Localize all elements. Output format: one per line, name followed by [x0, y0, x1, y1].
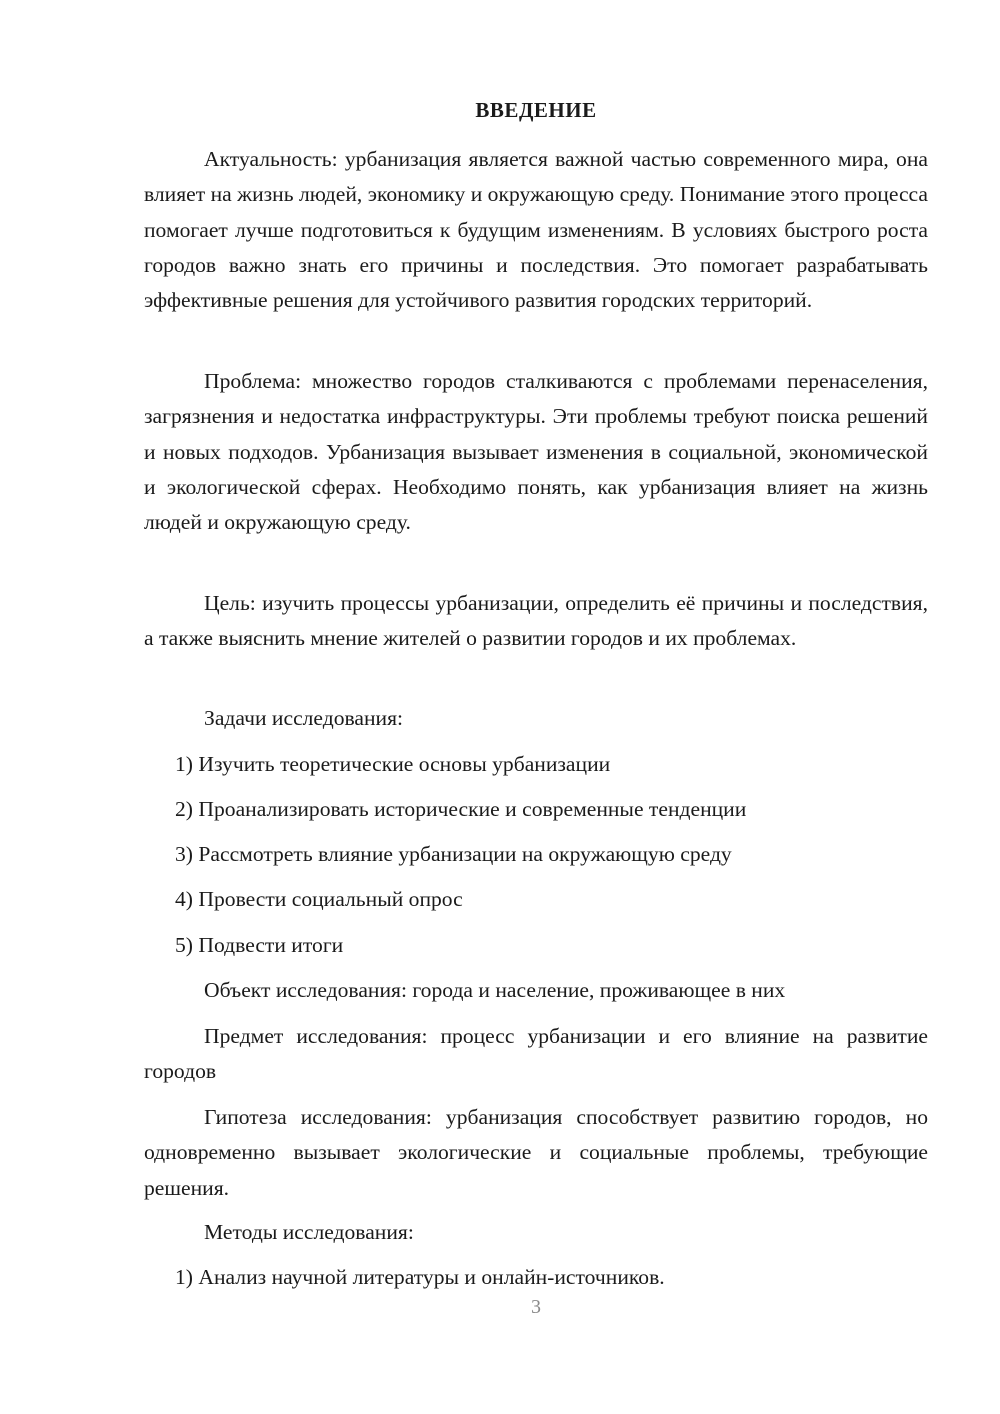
method-item: 1) Анализ научной литературы и онлайн-источников.	[175, 1265, 665, 1289]
task-item: 5) Подвести итоги	[175, 933, 344, 957]
task-item: 3) Рассмотреть влияние урбанизации на окружающую среду	[175, 842, 732, 866]
problem-paragraph: Проблема: множество городов сталкиваются с проблемами перенаселения, загрязнения и недостатка инфраструктуры. Эти проблемы требуют поиска решений и новых подходов. Урбанизация вызывает изменения в социальной, экономической и экологической сферах. Необходимо понять, как урбанизация влияет на жизнь людей и окружающую среду.	[144, 369, 928, 535]
relevance-paragraph: Актуальность: урбанизация является важной частью современного мира, она влияет на жизнь людей, экономику и окружающую среду. Понимание этого процесса помогает лучше подготовиться к будущим изменениям. В условиях быстрого роста городов важно знать его причины и последствия. Это помогает разрабатывать эффективные решения для устойчивого развития городских территорий.	[144, 147, 928, 313]
methods-heading: Методы исследования:	[204, 1220, 414, 1244]
task-item: 4) Провести социальный опрос	[175, 887, 463, 911]
task-item: 2) Проанализировать исторические и современные тенденции	[175, 797, 747, 821]
object-paragraph: Объект исследования: города и население, проживающее в них	[204, 978, 786, 1002]
subject-paragraph: Предмет исследования: процесс урбанизации и его влияние на развитие городов	[144, 1024, 928, 1084]
page-title: ВВЕДЕНИЕ	[475, 98, 597, 122]
page-number: 3	[531, 1296, 541, 1318]
goal-paragraph: Цель: изучить процессы урбанизации, определить её причины и последствия, а также выяснить мнение жителей о развитии городов и их проблемах.	[144, 591, 928, 651]
tasks-heading: Задачи исследования:	[204, 706, 404, 730]
task-item: 1) Изучить теоретические основы урбанизации	[175, 752, 611, 776]
hypothesis-paragraph: Гипотеза исследования: урбанизация способствует развитию городов, но одновременно вызывает экологические и социальные проблемы, требующие решения.	[144, 1105, 928, 1200]
